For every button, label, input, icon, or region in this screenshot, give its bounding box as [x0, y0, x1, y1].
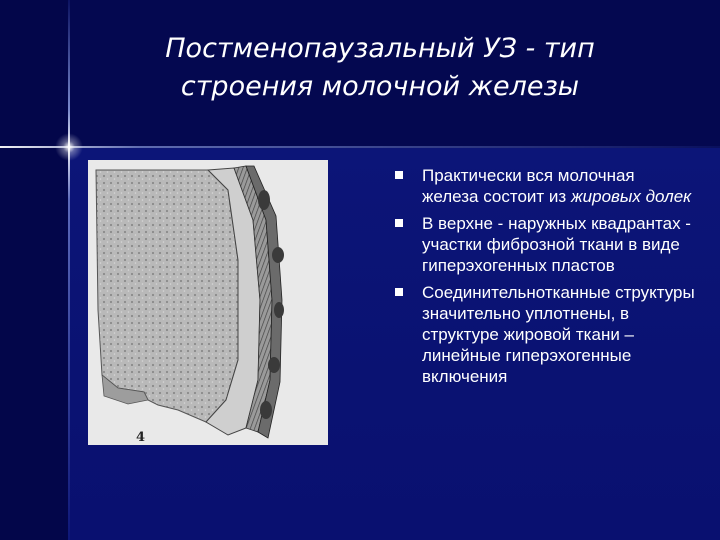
fat-lobules-region — [96, 170, 238, 422]
left-band — [0, 0, 68, 540]
bullet-item — [395, 282, 695, 387]
bullet-item — [395, 165, 695, 207]
nodule — [260, 401, 272, 419]
breast-section-drawing — [88, 160, 328, 445]
nodule — [274, 302, 284, 318]
bullet-text: В верхне - наружных квадрантах - участки фиброзной ткани в виде гиперэхогенных пластов — [422, 214, 691, 275]
bullet-item — [395, 213, 695, 276]
title-line-2: строения молочной железы — [180, 71, 580, 102]
vertical-divider — [68, 0, 70, 540]
sparkle-icon — [55, 133, 83, 161]
bullet-text: Практически вся молочная железа состоит из — [422, 166, 635, 206]
bullet-emphasis: жировых долек — [570, 187, 692, 206]
nodule — [258, 190, 270, 210]
bullet-text: Соединительнотканные структуры значительно уплотнены, в структуре жировой ткани – линейные гиперэхогенные включения — [422, 283, 695, 386]
horizontal-divider — [0, 146, 720, 148]
nodule — [272, 247, 284, 263]
title-line-1: Постменопаузальный УЗ - тип — [165, 33, 595, 64]
square-bullet-icon — [395, 288, 403, 296]
square-bullet-icon — [395, 219, 403, 227]
breast-section-illustration — [88, 160, 328, 445]
slide-title — [130, 30, 630, 106]
nodule — [268, 357, 280, 373]
bullet-list — [395, 165, 695, 393]
figure-number: 4 — [136, 430, 146, 445]
square-bullet-icon — [395, 171, 403, 179]
